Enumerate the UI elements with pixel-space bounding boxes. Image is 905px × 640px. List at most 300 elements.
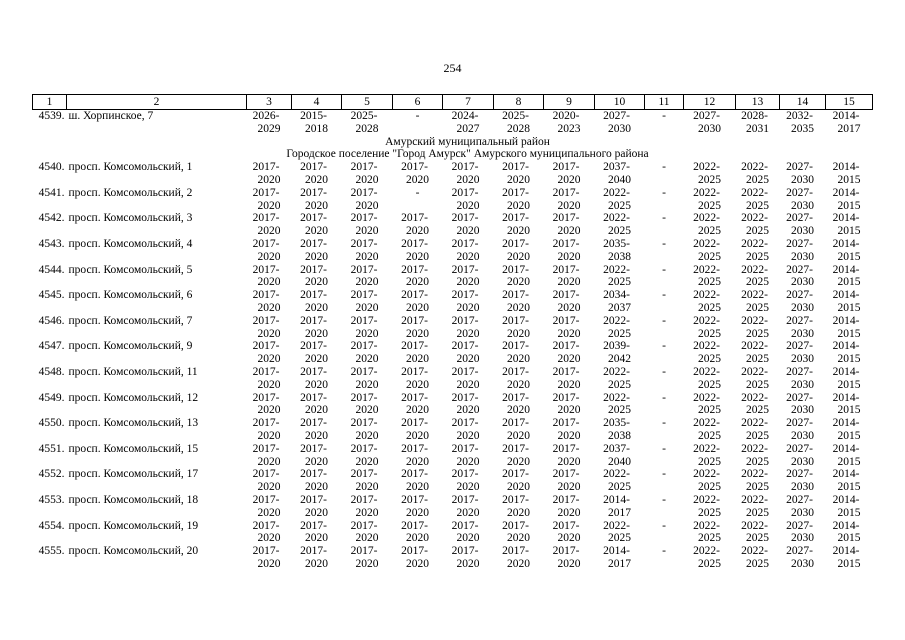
period-end: 2020: [456, 173, 480, 186]
period-start: 2017-: [451, 340, 479, 353]
period-start: 2017-: [401, 263, 428, 276]
period-start: 2025-: [350, 110, 378, 122]
period-cell: [292, 238, 342, 264]
period-cell: [393, 443, 443, 469]
period-none: -: [662, 442, 666, 455]
period-cell: [494, 161, 544, 187]
period-start: 2022-: [741, 365, 768, 378]
table-row: [33, 264, 873, 290]
period-end: 2040: [608, 455, 631, 468]
period-cell: [494, 468, 544, 494]
period-end: 2020: [305, 173, 328, 186]
period-end: 2025: [608, 276, 631, 289]
period-cell: [393, 468, 443, 494]
period-end: 2020: [257, 276, 281, 289]
period-end: 2025: [698, 455, 721, 468]
row-number: 4555.: [38, 545, 65, 558]
period-start: 2027-: [786, 545, 813, 558]
period-start: 2014-: [832, 468, 860, 481]
table-row: [33, 315, 873, 341]
row-number: 4553.: [38, 493, 65, 506]
period-cell: [393, 545, 443, 571]
period-start: 2022-: [693, 417, 720, 430]
period-end: 2020: [456, 481, 480, 494]
period-end: 2015: [837, 276, 861, 289]
period-start: 2017-: [451, 493, 479, 506]
period-end: 2015: [837, 506, 861, 519]
period-none: -: [662, 314, 666, 327]
period-start: 2027-: [786, 493, 813, 506]
period-end: 2020: [305, 199, 328, 212]
period-cell: [595, 366, 645, 392]
period-end: 2020: [406, 481, 429, 494]
period-start: 2015-: [300, 110, 327, 122]
period-start: 2017-: [552, 442, 580, 455]
period-cell: [494, 264, 544, 290]
period-cell: [494, 392, 544, 418]
period-end: 2020: [557, 481, 581, 494]
period-cell: [247, 110, 292, 136]
period-start: 2014-: [603, 545, 630, 558]
period-none: -: [662, 365, 666, 378]
period-cell: [443, 392, 494, 418]
period-start: 2017-: [300, 289, 327, 302]
period-end: 2015: [837, 481, 861, 494]
period-cell: [684, 264, 736, 290]
period-start: 2025-: [502, 110, 529, 122]
period-end: 2020: [507, 301, 530, 314]
period-cell: [684, 161, 736, 187]
period-start: 2017-: [252, 519, 280, 532]
period-end: 2020: [406, 506, 429, 519]
period-end: 2020: [305, 276, 328, 289]
period-end: 2015: [837, 429, 861, 442]
period-end: 2025: [698, 404, 721, 417]
period-end: 2025: [746, 429, 769, 442]
period-end: 2020: [507, 455, 530, 468]
period-start: 2037-: [603, 161, 630, 174]
period-start: 2017-: [502, 545, 529, 558]
period-end: 2020: [305, 481, 328, 494]
period-end: 2042: [608, 353, 631, 366]
period-end: 2025: [746, 301, 769, 314]
period-end: 2020: [406, 250, 429, 263]
period-cell: [292, 366, 342, 392]
column-header: 15: [826, 95, 873, 110]
period-start: 2017-: [300, 314, 327, 327]
period-cell: [780, 366, 826, 392]
period-cell: [780, 417, 826, 443]
period-end: 2020: [406, 353, 429, 366]
period-start: 2035-: [603, 417, 630, 430]
period-start: 2014-: [832, 519, 860, 532]
period-start: 2017-: [252, 391, 280, 404]
period-start: 2014-: [603, 493, 630, 506]
period-start: 2017-: [300, 263, 327, 276]
period-end: 2015: [837, 250, 861, 263]
period-end: 2023: [557, 122, 581, 135]
period-end: 2025: [698, 199, 721, 212]
period-end: 2020: [557, 327, 581, 340]
period-cell: [736, 289, 780, 315]
period-cell: [826, 520, 873, 546]
table-row: [33, 161, 873, 187]
period-cell: [595, 315, 645, 341]
period-start: 2022-: [603, 519, 630, 532]
period-cell: [544, 417, 595, 443]
period-cell: [780, 520, 826, 546]
period-start: 2017-: [502, 442, 529, 455]
period-start: 2017-: [252, 314, 280, 327]
row-address: просп. Комсомольский, 12: [68, 391, 199, 404]
period-cell: [544, 366, 595, 392]
table-row: [33, 494, 873, 520]
period-end: 2025: [698, 481, 721, 494]
period-start: 2017-: [252, 289, 280, 302]
period-cell: [443, 264, 494, 290]
period-start: 2017-: [502, 263, 529, 276]
period-cell: [595, 520, 645, 546]
period-end: 2020: [456, 532, 480, 545]
period-cell: [736, 417, 780, 443]
period-none: -: [662, 110, 666, 122]
period-end: 2020: [257, 557, 281, 570]
table-row: [33, 392, 873, 418]
period-start: 2014-: [832, 289, 860, 302]
period-cell: [443, 494, 494, 520]
period-start: 2017-: [350, 545, 378, 558]
period-cell: [342, 443, 393, 469]
period-start: 2014-: [832, 340, 860, 353]
period-cell: [292, 417, 342, 443]
period-cell: [292, 468, 342, 494]
period-cell: [826, 366, 873, 392]
section-settlement-text: Городское поселение "Город Амурск" Амурского муниципального района: [286, 148, 649, 161]
period-start: 2035-: [603, 237, 630, 250]
period-end: 2020: [557, 557, 581, 570]
row-number: 4548.: [38, 365, 65, 378]
row-number: 4544.: [38, 263, 65, 276]
period-start: 2027-: [786, 161, 813, 174]
period-none: -: [662, 391, 666, 404]
period-cell: [393, 315, 443, 341]
period-end: 2025: [608, 327, 631, 340]
period-cell: [780, 443, 826, 469]
period-start: 2027-: [786, 417, 813, 430]
period-cell: [443, 187, 494, 213]
period-start: 2032-: [786, 110, 813, 122]
period-start: 2017-: [502, 417, 529, 430]
period-start: 2022-: [693, 365, 720, 378]
period-cell: [736, 443, 780, 469]
row-number: 4540.: [38, 161, 65, 174]
period-end: 2020: [305, 429, 328, 442]
period-end: 2020: [456, 327, 480, 340]
period-start: 2020-: [552, 110, 580, 122]
period-end: 2017: [608, 557, 631, 570]
period-cell: [494, 187, 544, 213]
period-cell: [684, 110, 736, 136]
period-cell: [684, 187, 736, 213]
period-cell: [684, 417, 736, 443]
column-header: 4: [292, 95, 342, 110]
row-number: 4550.: [38, 417, 65, 430]
period-start: 2017-: [300, 237, 327, 250]
page-number: 254: [443, 61, 462, 75]
period-end: 2020: [406, 404, 429, 417]
period-end: 2030: [791, 250, 814, 263]
period-cell: [826, 264, 873, 290]
period-end: 2020: [257, 481, 281, 494]
period-end: 2030: [791, 404, 814, 417]
period-end: 2020: [557, 250, 581, 263]
period-end: 2025: [698, 506, 721, 519]
period-start: 2022-: [693, 468, 720, 481]
period-cell: [544, 161, 595, 187]
period-start: 2022-: [693, 391, 720, 404]
period-cell: [443, 315, 494, 341]
period-cell: [443, 443, 494, 469]
period-cell: [544, 468, 595, 494]
period-start: 2017-: [350, 289, 378, 302]
period-end: 2020: [257, 225, 281, 238]
period-start: 2014-: [832, 237, 860, 250]
period-end: 2020: [456, 276, 480, 289]
period-cell: [342, 238, 393, 264]
period-cell: [494, 417, 544, 443]
period-cell: [736, 238, 780, 264]
period-end: 2040: [608, 173, 631, 186]
period-end: 2025: [608, 404, 631, 417]
period-start: 2022-: [741, 493, 768, 506]
period-start: 2017-: [350, 186, 378, 199]
period-cell: [247, 238, 292, 264]
period-start: 2017-: [502, 468, 529, 481]
period-end: 2020: [257, 199, 281, 212]
period-cell: [443, 289, 494, 315]
period-end: 2020: [456, 199, 480, 212]
period-cell: [544, 264, 595, 290]
period-start: 2017-: [552, 314, 580, 327]
period-end: 2020: [507, 404, 530, 417]
period-end: 2020: [507, 199, 530, 212]
period-cell: [684, 468, 736, 494]
period-start: 2017-: [401, 340, 428, 353]
period-cell: [292, 520, 342, 546]
period-end: 2020: [557, 225, 581, 238]
row-address: просп. Комсомольский, 13: [68, 417, 199, 430]
period-start: 2027-: [603, 110, 630, 122]
period-start: 2017-: [350, 340, 378, 353]
period-start: 2017-: [552, 212, 580, 225]
period-end: 2020: [557, 506, 581, 519]
period-cell: [393, 212, 443, 238]
period-cell: [736, 468, 780, 494]
row-address: просп. Комсомольский, 2: [68, 186, 193, 199]
period-start: 2017-: [350, 365, 378, 378]
column-header: 5: [342, 95, 393, 110]
period-end: 2020: [557, 353, 581, 366]
period-cell: [342, 315, 393, 341]
period-start: 2022-: [693, 289, 720, 302]
period-cell: [595, 417, 645, 443]
row-address: просп. Комсомольский, 5: [68, 263, 193, 276]
period-cell: [393, 520, 443, 546]
period-cell: [247, 417, 292, 443]
period-end: 2025: [746, 173, 769, 186]
period-cell: [780, 187, 826, 213]
period-start: 2017-: [401, 391, 428, 404]
period-end: 2020: [355, 455, 379, 468]
period-cell: [443, 161, 494, 187]
period-none: -: [662, 340, 666, 353]
period-start: 2017-: [350, 493, 378, 506]
period-end: 2025: [746, 327, 769, 340]
period-end: 2025: [746, 404, 769, 417]
period-cell: [494, 340, 544, 366]
period-cell: [780, 161, 826, 187]
period-end: 2030: [791, 225, 814, 238]
period-cell: [342, 545, 393, 571]
period-end: 2017: [608, 506, 631, 519]
period-cell: [780, 212, 826, 238]
period-cell: [595, 238, 645, 264]
period-none: -: [662, 417, 666, 430]
period-end: 2020: [557, 173, 581, 186]
period-cell: [443, 366, 494, 392]
period-start: 2014-: [832, 212, 860, 225]
period-cell: [780, 468, 826, 494]
period-start: 2022-: [693, 237, 720, 250]
period-start: 2022-: [603, 186, 630, 199]
period-start: 2017-: [252, 340, 280, 353]
period-end: 2020: [507, 429, 530, 442]
period-cell: [684, 238, 736, 264]
period-end: 2020: [507, 276, 530, 289]
period-end: 2015: [837, 455, 861, 468]
period-end: 2015: [837, 532, 861, 545]
period-cell: [247, 520, 292, 546]
period-cell: [684, 494, 736, 520]
period-start: 2014-: [832, 493, 860, 506]
period-end: 2025: [608, 481, 631, 494]
period-start: 2017-: [401, 468, 428, 481]
period-cell: [826, 340, 873, 366]
period-start: 2017-: [350, 417, 378, 430]
period-end: 2030: [608, 122, 631, 135]
row-number: 4549.: [38, 391, 65, 404]
period-cell: [393, 417, 443, 443]
table-row: [33, 340, 873, 366]
period-cell: [393, 340, 443, 366]
period-start: 2022-: [693, 161, 720, 174]
period-end: 2020: [305, 404, 328, 417]
period-start: 2017-: [252, 468, 280, 481]
period-cell: [684, 315, 736, 341]
period-start: 2014-: [832, 417, 860, 430]
period-start: 2014-: [832, 314, 860, 327]
period-start: 2028-: [741, 110, 768, 122]
period-start: 2017-: [552, 340, 580, 353]
period-end: 2020: [257, 532, 281, 545]
row-number: 4547.: [38, 340, 65, 353]
period-start: 2017-: [451, 237, 479, 250]
period-cell: [684, 392, 736, 418]
period-start: 2017-: [300, 161, 327, 174]
period-start: 2017-: [300, 391, 327, 404]
period-start: 2037-: [603, 442, 630, 455]
period-cell: [595, 468, 645, 494]
period-end: 2020: [355, 353, 379, 366]
period-cell: [736, 340, 780, 366]
period-cell: [595, 494, 645, 520]
period-start: 2017-: [451, 442, 479, 455]
period-start: 2017-: [451, 417, 479, 430]
period-end: 2030: [791, 173, 814, 186]
column-header: 8: [494, 95, 544, 110]
period-end: 2020: [456, 301, 480, 314]
period-cell: [393, 161, 443, 187]
period-start: 2022-: [603, 468, 630, 481]
period-end: 2020: [507, 557, 530, 570]
period-cell: [736, 366, 780, 392]
period-end: 2025: [608, 532, 631, 545]
period-start: 2022-: [603, 391, 630, 404]
row-number: 4545.: [38, 289, 65, 302]
period-cell: [544, 340, 595, 366]
period-start: 2017-: [502, 289, 529, 302]
period-cell: [544, 520, 595, 546]
period-cell: [595, 212, 645, 238]
period-end: 2025: [746, 199, 769, 212]
row-number: 4551.: [38, 442, 65, 455]
period-start: 2027-: [786, 263, 813, 276]
period-end: 2035: [791, 122, 814, 135]
period-end: 2028: [355, 122, 379, 135]
period-cell: [443, 340, 494, 366]
period-start: 2017-: [350, 237, 378, 250]
period-start: 2014-: [832, 161, 860, 174]
period-none: -: [662, 186, 666, 199]
header-row: [33, 95, 873, 110]
table-row: [33, 443, 873, 469]
period-start: 2022-: [741, 237, 768, 250]
period-start: 2022-: [741, 519, 768, 532]
period-end: 2020: [355, 557, 379, 570]
period-end: 2020: [456, 557, 480, 570]
period-end: 2020: [406, 173, 429, 186]
period-start: 2014-: [832, 263, 860, 276]
period-start: 2017-: [552, 417, 580, 430]
period-cell: [494, 238, 544, 264]
period-end: 2020: [305, 225, 328, 238]
period-start: 2027-: [786, 468, 813, 481]
column-header: 6: [393, 95, 443, 110]
period-cell: [684, 545, 736, 571]
period-end: 2025: [698, 301, 721, 314]
period-end: 2020: [355, 225, 379, 238]
period-end: 2015: [837, 225, 861, 238]
table-row: [33, 289, 873, 315]
schedule-table: [32, 94, 873, 571]
row-address: просп. Комсомольский, 1: [68, 161, 193, 174]
period-end: 2025: [698, 173, 721, 186]
period-start: 2017-: [252, 365, 280, 378]
period-cell: [443, 468, 494, 494]
period-start: 2027-: [786, 289, 813, 302]
period-end: 2030: [791, 276, 814, 289]
period-none: -: [662, 161, 666, 174]
